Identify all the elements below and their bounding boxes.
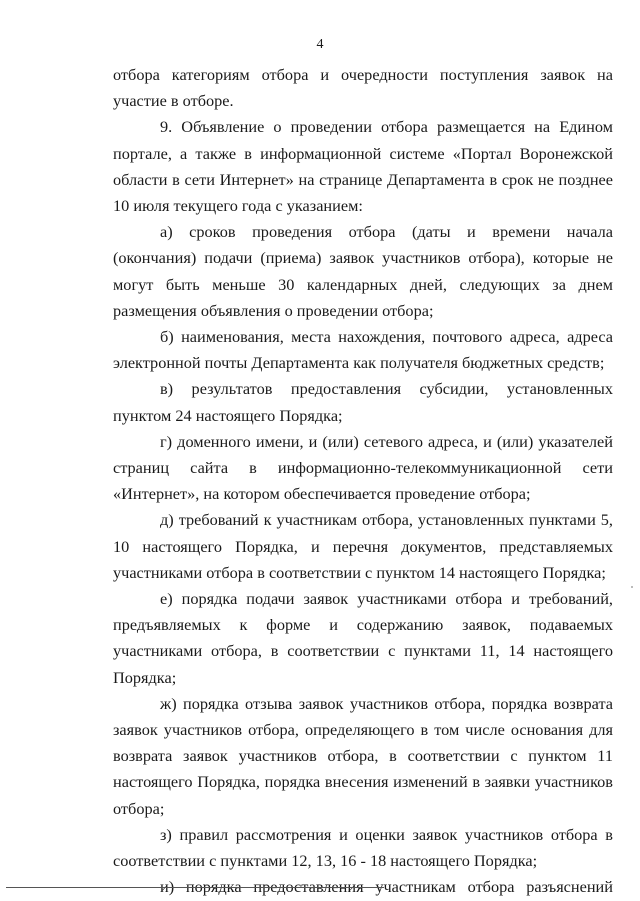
scan-artifact: [631, 586, 633, 588]
paragraph-subitem-b: б) наименования, места нахождения, почтового адреса, адреса электронной почты Департамента как получателя бюджетных средств;: [113, 327, 613, 373]
paragraph-subitem-v: в) результатов предоставления субсидии, установленных пунктом 24 настоящего Порядка;: [113, 379, 613, 425]
paragraph-subitem-z: з) правил рассмотрения и оценки заявок участников отбора в соответствии с пунктами 12, 13, 16 - 18 настоящего Порядка;: [113, 824, 613, 871]
paragraph-subitem-i: и) порядка предоставления участникам отбора разъяснений: [160, 877, 613, 897]
paragraph-continuation: отбора категориям отбора и очередности поступления заявок на участие в отборе.: [113, 65, 613, 111]
page-number: 4: [316, 37, 324, 52]
footer-rule: [6, 887, 384, 888]
paragraph-subitem-zh: ж) порядка отзыва заявок участников отбора, порядка возврата заявок участников отбора, определяющего в том числе основания для возврата заявок участников отбора, в соответствии с пунктом 11 настоящего Порядка, порядка внесения изменений в заявки участников отбора;: [113, 693, 613, 818]
paragraph-subitem-d: д) требований к участникам отбора, установленных пунктами 5, 10 настоящего Порядка, и перечня документов, представляемых участниками отбора в соответствии с пунктом 14 настоящего Порядка;: [113, 510, 613, 582]
paragraph-subitem-a: а) сроков проведения отбора (даты и времени начала (окончания) подачи (приема) заявок участников отбора), которые не могут быть меньше 30 календарных дней, следующих за днем размещения объявления о проведении отбора;: [113, 222, 613, 320]
document-body: [113, 62, 613, 901]
paragraph-subitem-e: е) порядка подачи заявок участниками отбора и требований, предъявляемых к форме и содержанию заявок, подаваемых участниками отбора, в соответствии с пунктами 11, 14 настоящего Порядка;: [113, 589, 613, 687]
paragraph-subitem-g: г) доменного имени, и (или) сетевого адреса, и (или) указателей страниц сайта в информационно-телекоммуникационной сети «Интернет», на котором обеспечивается проведение отбора;: [113, 431, 613, 504]
paragraph-item-9: 9. Объявление о проведении отбора размещается на Едином портале, а также в информационной системе «Портал Воронежской области в сети Интернет» на странице Департамента в срок не позднее 10 июля текущего года с указанием:: [113, 117, 613, 216]
